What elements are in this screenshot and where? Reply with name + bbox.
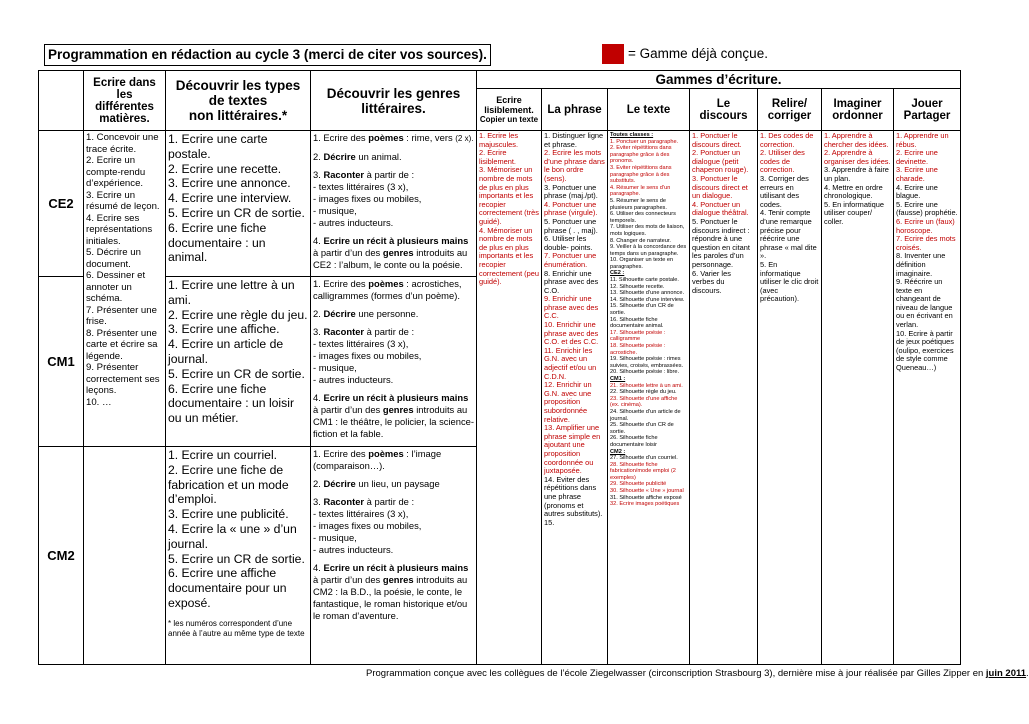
header-genres: Découvrir les genres littéraires. [311,71,477,131]
list-item: 5. Ecrire une (fausse) prophétie. [896,199,958,218]
types-cm1 [166,277,311,447]
genres-cm2-l3: 3. Raconter à partir de : [313,496,415,507]
genres-cm1 [311,277,477,447]
genres-ce2-l3f: - musique, [313,205,357,216]
list-item: 7. Ponctuer une énumération. [544,251,597,269]
gamme-relire-list [758,131,822,665]
list-item: 10. Ecrire à partir de jeux poétiques (oulipo, exercices de style comme Queneau…) [896,328,954,373]
list-item: 3. Ecrire une annonce. [168,176,291,191]
genres-cm2-l3d: - textes littéraires (3 x), [313,508,409,519]
genres-ce2-l3d: - textes littéraires (3 x), [313,181,409,192]
list-item: 2. Utiliser des codes de correction. [760,148,805,175]
genres-cm2-l3e: - images fixes ou mobiles, [313,520,422,531]
list-item: 3. Mémoriser un nombre de mots de plus en plus importants et les recopier correctement (très guidé). [479,165,539,226]
footer-credit [366,668,1029,679]
list-item: 1. Ecrire les majuscules. [479,131,519,149]
list-item: 1. Distinguer ligne et phrase. [544,131,604,149]
genres-cm1-l3e: - images fixes ou mobiles, [313,350,422,361]
list-item: 6. Ecrire un (faux) horoscope. [896,216,955,235]
list-item: 11. Silhouette carte postale. [610,277,679,284]
header-gammes: Gammes d’écriture. [477,71,961,89]
header-relire: Relire/ corriger [758,89,822,131]
footer-end: . [1026,668,1029,679]
section-heading: CM2 : [610,448,626,455]
list-item: 2. Ecrire une devinette. [896,148,938,166]
list-item: 14. Silhouette d’une interview. [610,296,685,303]
types-note: * les numéros correspondent d’une année à l’autre au même type de texte [168,618,305,638]
list-item: 2. Eviter répétitions dans paragraphe grâce à des pronoms. [610,145,672,165]
list-item: 14. Eviter des répétitions dans une phrase (pronoms et autres substituts). [544,474,603,519]
list-item: 7. Ecrire des mots croisés. [896,234,956,252]
genres-cm2-l3f: - musique, [313,532,357,543]
matieres-cm2-empty [84,447,166,665]
list-item: 6. Dessiner et annoter un schéma. [86,270,148,304]
genres-cm2-l4: 4. Ecrire un récit à plusieurs mains à partir d’un des genres introduits au CM2 : la B.D., la poésie, le conte, le fantastique, le roman historique et/ou le roman d’aventure. [313,562,469,621]
list-item: 5. Décrire un document. [86,247,144,270]
list-item: 5. Ecrire un CR de sortie. [168,551,305,566]
genres-cm2-l1: 1. Ecrire des poèmes : l’image (comparaison…). [313,448,442,471]
list-item: 28. Silhouette fiche fabrication/mode emploi (2 exemples) [610,461,676,481]
list-item: 6. Ecrire une fiche documentaire : un animal. [168,220,270,265]
list-item: 8. Enrichir une phrase avec des C.O. [544,268,599,295]
list-item: 2. Ecrire une recette. [168,161,282,176]
list-item: 3. Ecrire une charade. [896,165,938,183]
header-types-textes-line1: Découvrir les types de textes [175,78,301,108]
genres-cm1-l4: 4. Ecrire un récit à plusieurs mains à partir d’un des genres introduits au CM1 : le théâtre, le policier, la science-fiction et la fable. [313,392,475,439]
list-item: 9. Réécrire un texte en changeant de niveau de langue ou en écrivant en verlan. [896,277,953,330]
list-item: 5. En informatique utiliser couper/ coller. [824,199,884,226]
header-types-textes-line2: non littéraires.* [188,108,288,123]
header-discours: Le discours [690,89,758,131]
list-item: 5. Ponctuer le discours indirect : répondre à une question en citant les paroles d’un personnage. [692,216,750,269]
genres-cm1-l3d: - textes littéraires (3 x), [313,338,409,349]
list-item: 30. Silhouette « Une » journal [610,488,684,495]
list-item: 9. Présenter correctement ses leçons. [86,362,163,396]
list-item: 24. Silhouette d’un article de journal. [610,408,681,422]
list-item: 22. Silhouette règle du jeu. [610,389,677,396]
list-item: 23. Silhouette d’une affiche (ex. cinéma). [610,395,678,409]
list-item: 9. Enrichir une phrase avec des C.C. [544,294,599,321]
list-item: 7. Utiliser des mots de liaison, mots logiques. [610,224,685,237]
legend-color-swatch [602,44,624,64]
genres-cm1-l3: 3. Raconter à partir de : [313,326,415,337]
list-item: 2. Ponctuer un dialogue (petit chaperon rouge). [692,148,749,175]
list-item: 10. Organiser un texte en paragraphes. [610,257,674,270]
section-heading: CE2 : [610,270,625,277]
list-item: 32. Ecrire images poétiques [610,501,680,508]
level-cm1: CM1 [39,277,84,447]
footer-date: juin 2011 [985,668,1027,679]
footer-text: Programmation conçue avec les collègues de l’école Ziegelwasser (circonscription Strasbourg 3), dernière mise à jour réalisée par Gilles Zipper en [366,668,986,679]
list-item: 5. En informatique utiliser le clic droit (avec précaution). [760,259,819,304]
list-item: 1. Ecrire un courriel. [168,448,278,462]
list-item: 2. Ecrire une fiche de fabrication et un mode d’emploi. [168,462,292,507]
list-item: 1. Ecrire une carte postale. [168,132,271,161]
list-item: 5. Résumer le sens de plusieurs paragraphes. [610,197,667,211]
genres-ce2-l4: 4. Ecrire un récit à plusieurs mains à partir d’un des genres introduits au CE2 : l’album, le conte ou la poésie. [313,235,469,270]
list-item: 5. Ecrire un CR de sortie. [168,366,305,381]
list-item: 16. Silhouette fiche documentaire animal. [610,316,664,330]
list-item: 3. Ecrire un résumé de leçon. [86,189,160,212]
genres-cm1-l1: 1. Ecrire des poèmes : acrostiches, calligrammes (formes d’un poème). [313,278,462,301]
genres-cm2-l3g: - autres inducteurs. [313,544,394,555]
matieres-list [84,131,166,447]
gamme-imaginer-list [822,131,894,665]
header-imaginer: Imaginer ordonner [822,89,894,131]
list-item: 9. Veiller à la concordance des temps dans un paragraphe. [610,244,687,257]
genres-cm2 [311,447,477,665]
list-item: 2. Ecrire lisiblement. [479,148,516,166]
list-item: 1. Ponctuer le discours direct. [692,131,742,149]
list-item: 15. [544,517,555,527]
list-item: 19. Silhouette poésie : rimes suivies, croisés, embrassées. [610,356,684,369]
genres-cm2-l2: 2. Décrire un lieu, un paysage [313,478,440,489]
list-item: 3. Ecrire une affiche. [168,322,280,337]
list-item: 31. Silhouette affiche exposé [610,494,682,501]
list-item: 6. Utiliser les double- points. [544,234,593,252]
list-item: 6. Varier les verbes du discours. [692,268,731,295]
list-item: 2. Apprendre à organiser des idées. [824,148,891,166]
list-item: 26. Silhouette fiche documentaire loisir [610,435,658,448]
genres-ce2-l3: 3. Raconter à partir de : [313,169,415,180]
legend-text: = Gamme déjà conçue. [628,46,768,61]
list-item: 3. Corriger des erreurs en utilisant des codes. [760,173,809,209]
list-item: 8. Présenter une carte et écrire sa légende. [86,327,161,362]
list-item: 12. Enrichir un G.N. avec une proposition subordonnée relative. [544,380,592,424]
list-item: 6. Utiliser des connecteurs temporels. [610,211,676,224]
list-item: 4. Ecrire un article de journal. [168,337,287,366]
list-item: 25. Silhouette d’un CR de sortie. [610,422,674,435]
list-item: 5. Ecrire un CR de sortie. [168,205,305,220]
header-copier-texte: Copier un texte [479,115,539,124]
list-item: 4. Tenir compte d’une remarque précise pour réécrire une phrase « mal dite ». [760,208,817,261]
list-item: 4. Ecrire une interview. [168,191,292,206]
list-item: 3. Ponctuer le discours direct et un dialogue. [692,173,748,201]
section-heading: CM1 : [610,375,626,382]
list-item: 13. Silhouette d’une annonce. [610,290,685,297]
list-item: 20. Silhouette poésie : libre. [610,369,680,376]
header-corner [39,71,84,131]
header-types-textes [166,71,311,131]
gamme-phrase-list [542,131,608,665]
list-item: 2. Ecrire un compte-rendu d’expérience. [86,155,148,189]
list-item: 1. Apprendre à chercher des idées. [824,131,889,149]
genres-ce2 [311,131,477,277]
list-item: 3. Ponctuer une phrase (maj./pt). [544,182,598,201]
list-item: 4. Ponctuer un dialogue théâtral. [692,199,749,218]
types-cm2 [166,447,311,665]
list-item: 4. Mémoriser un nombre de mots de plus en plus importants et les recopier correctement (peu guidé). [479,225,539,287]
list-item: 8. Changer de narrateur. [610,237,671,244]
gamme-jouer-list [894,131,961,665]
list-item: 1. Ponctuer un paragraphe. [610,138,679,145]
header-texte: Le texte [608,89,690,131]
list-item: 4. Ecrire la « une » d’un journal. [168,521,301,551]
genres-ce2-l3g: - autres inducteurs. [313,217,394,228]
header-matieres: Ecrire dans les différentes matières. [84,71,166,131]
list-item: 29. Silhouette publicité [610,481,667,488]
level-ce2: CE2 [39,131,84,277]
genres-ce2-l1: 1. Ecrire des poèmes : rime, vers (2 x). [313,132,474,143]
list-item: 17. Silhouette poésie : calligramme [610,329,666,343]
list-item: 1. Des codes de correction. [760,131,814,149]
level-cm2: CM2 [39,447,84,665]
list-item: 3. Apprendre à faire un plan. [824,165,889,183]
list-item: 4. Mettre en ordre chronologique. [824,182,883,201]
list-item: 10. … [86,396,112,408]
list-item: 11. Enrichir les G.N. avec un adjectif et/ou un C.D.N. [544,345,597,381]
genres-cm1-l3f: - musique, [313,362,357,373]
list-item: 3. Ecrire une publicité. [168,507,289,522]
genres-ce2-l3e: - images fixes ou mobiles, [313,193,422,204]
list-item: 1. Apprendre un rébus. [896,131,949,149]
list-item: 13. Amplifier une phrase simple en ajoutant une proposition coordonnée ou juxtaposée. [544,423,601,476]
list-item: 6. Ecrire une fiche documentaire : un loisir ou un métier. [168,381,298,426]
list-item: 5. Ponctuer une phrase ( . , maj). [544,216,598,235]
list-item: 4. Résumer le sens d’un paragraphe. [610,184,671,198]
list-item: 1. Ecrire une lettre à un ami. [168,278,299,307]
gamme-discours-list [690,131,758,665]
genres-cm1-l2: 2. Décrire une personne. [313,308,419,319]
list-item: 2. Ecrire les mots d’une phrase dans le bon ordre (sens). [544,148,605,183]
header-jouer: Jouer Partager [894,89,961,131]
genres-cm1-l3g: - autres inducteurs. [313,374,394,385]
list-item: 10. Enrichir une phrase avec des C.O. et des C.C. [544,320,599,347]
programmation-table [38,70,961,665]
list-item: 4. Ecrire une blague. [896,182,938,201]
list-item: 18. Silhouette poésie : acrostiche. [610,343,666,356]
section-heading: Toutes classes : [610,132,654,138]
list-item: 21. Silhouette lettre à un ami. [610,382,683,389]
list-item: 2. Ecrire une règle du jeu. [168,307,308,322]
gamme-texte-list [608,131,690,665]
header-ecrire-lisiblement-l1: Ecrire lisiblement. [484,95,534,115]
header-ecrire-lisiblement [477,89,542,131]
list-item: 1. Concevoir une trace écrite. [86,132,162,155]
list-item: 3. Eviter répétitions dans paragraphe grâce à des substituts. [610,164,672,185]
genres-ce2-l2: 2. Décrire un animal. [313,151,402,162]
list-item: 15. Silhouette d’un CR de sortie. [610,303,674,317]
list-item: 4. Ecrire ses représentations initiales. [86,212,155,247]
list-item: 4. Ponctuer une phrase (virgule). [544,199,598,218]
list-item: 8. Inventer une définition imaginaire. [896,251,946,278]
page-title: Programmation en rédaction au cycle 3 (merci de citer vos sources). [44,44,491,66]
types-ce2 [166,131,311,277]
list-item: 6. Ecrire une affiche documentaire pour un exposé. [168,566,290,610]
list-item: 12. Silhouette recette. [610,283,665,290]
gamme-lisiblement-list [477,131,542,665]
header-phrase: La phrase [542,89,608,131]
types-cm2-list [168,448,308,611]
list-item: 27. Silhouette d’un courriel. [610,455,678,462]
list-item: 7. Présenter une frise. [86,304,160,327]
